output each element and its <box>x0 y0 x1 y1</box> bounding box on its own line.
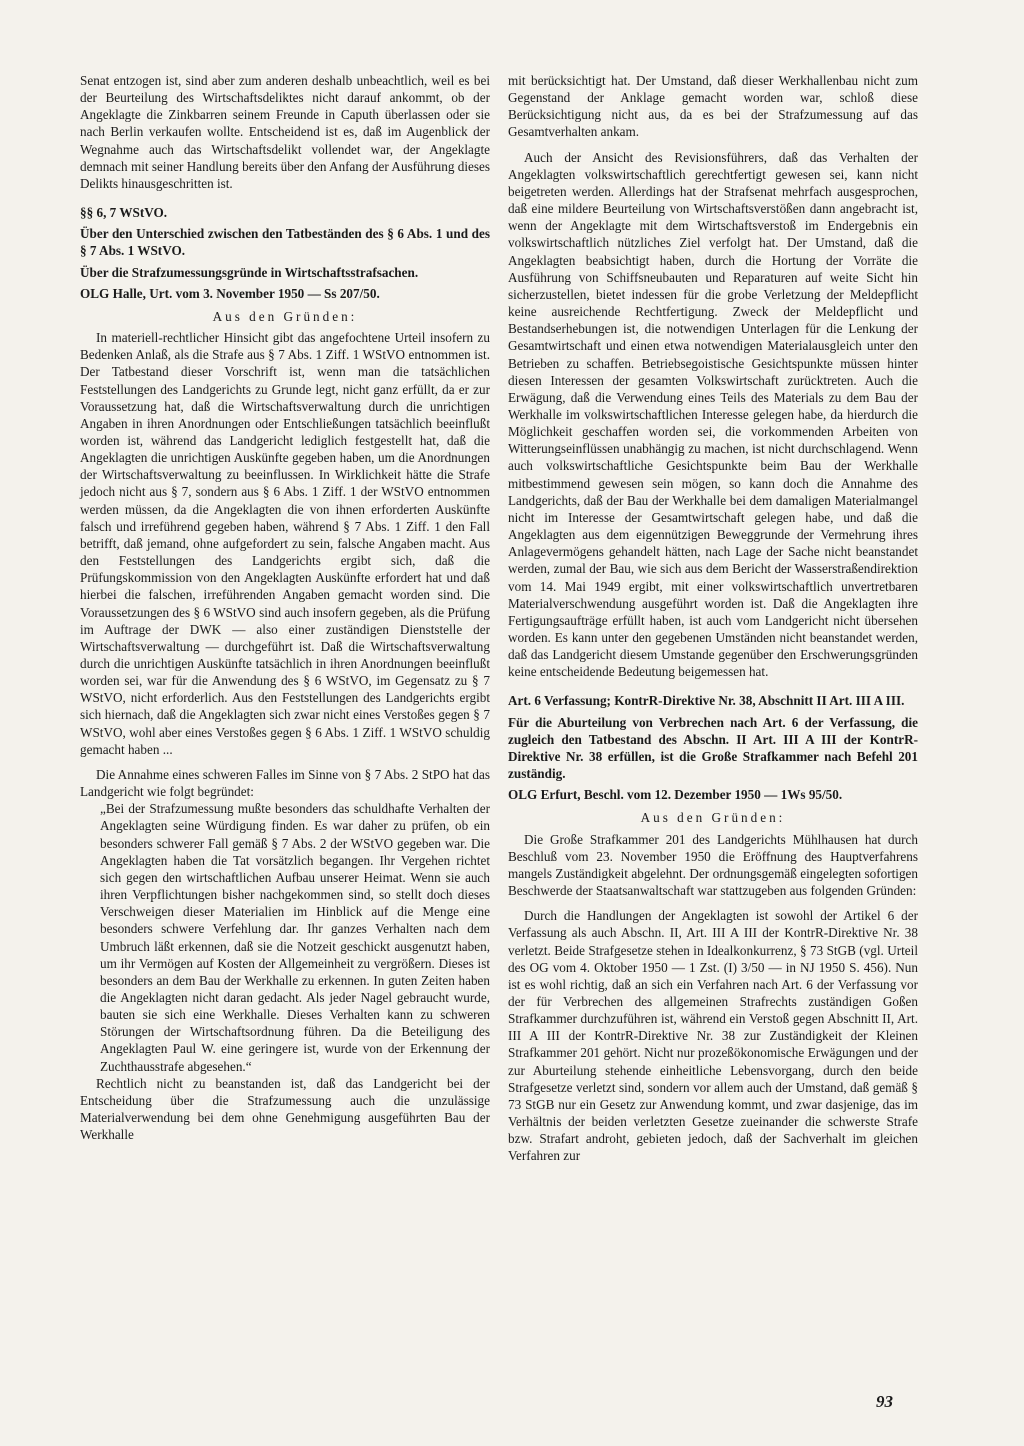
section-heading: §§ 6, 7 WStVO. <box>80 205 168 221</box>
body-paragraph: Rechtlich nicht zu beanstanden ist, daß das Landgericht bei der Entscheidung über die Strafzumessung auch die unzulässige Materialverwendung bei dem ohne Genehmigung ausgeführten Bau der Werkhalle <box>80 1075 490 1143</box>
body-paragraph: Durch die Handlungen der Angeklagten ist sowohl der Artikel 6 der Verfassung als auch Abschn. II, Art. III A III der KontrR-Direktive Nr. 38 verletzt. Beide Strafgesetze stehen in Idealkonkurrenz, § 73 StGB (vgl. Urteil des OG vom 4. Oktober 1950 — 1 Zst. (I) 3/50 — in NJ 1950 S. 456). Nun ist es wohl richtig, daß an sich ein Verfahren nach Art. 6 der Verfassung vor der für Verbrechen des allgemeinen Strafrechts zuständigen Goßen Strafkammer durchzuführen ist, während ein Verstoß gegen Abschnitt II, Art. III A III der KontrR-Direktive Nr. 38 zur Zuständigkeit der Kleinen Strafkammer 201 gehört. Nicht nur prozeßökonomische Erwägungen und der zur Aburteilung stehende einheitliche Lebensvorgang, durch den beide Strafgesetze verletzt sind, sondern vor allem auch der Umstand, daß gemäß § 73 StGB nur ein Gesetz zur Anwendung kommt, und zwar dasjenige, das im Verhältnis der beiden verletzten Gesetze zueinander die schwerste Strafe bzw. Strafart androht, gebieten jedoch, daß der Sachverhalt im gleichen Verfahren zur <box>508 908 918 1164</box>
quoted-paragraph: „Bei der Strafzumessung mußte besonders das schuldhafte Verhalten der Angeklagten seine Würdigung finden. Es war daher zu prüfen, ob ein besonders schwerer Fall gemäß § 7 Abs. 2 der WStVO gegeben war. Die Angeklagten haben die Tat vorsätzlich begangen. Ihr Vergehen richtet sich gegen den wirtschaftlichen Aufbau unserer Heimat. Wenn sie auch ihren Verpflichtungen bisher nachgekommen sind, so stellt doch dieses Verschweigen dieser Materialien im Hinblick auf die Menge eine besonders schwere Verfehlung dar. Ihr ganzes Verhalten nach dem Umbruch läßt erkennen, daß sie die Notzeit geschickt ausgenutzt haben, um ihr Vermögen auf Kosten der Allgemeinheit zu vergrößern. Dieses ist besonders an dem Bau der Werkhalle zu erkennen. In guten Zeiten haben die Angeklagten nicht daran gedacht. Als jeder Nagel gebraucht wurde, bauten sie sich eine Werkhalle. Dieses Verhalten kann zu schweren Störungen der Wirtschaftsordnung führen. Da die Beteiligung des Angeklagten Paul W. eine geringere ist, wurde von der Erkennung der Zuchthausstrafe abgesehen.“ <box>100 801 490 1074</box>
body-paragraph: In materiell-rechtlicher Hinsicht gibt das angefochtene Urteil insofern zu Bedenken Anlaß, als die Strafe aus § 7 Abs. 1 Ziff. 1 WStVO entnommen ist. Der Tatbestand dieser Vorschrift ist, wenn man die tatsächlichen Feststellungen des Landgerichts zu Grunde legt, nicht ganz erfüllt, da er zur Voraussetzung hat, daß die Wirtschaftsverwaltung durch die unrichtigen Angaben in ihren Anordnungen oder Entschließungen tatsächlich beeinflußt worden ist, während das Landgericht lediglich festgestellt hat, daß die Angeklagten die unrichtigen Auskünfte gegeben haben, um die Anordnungen der Wirtschaftsverwaltung zu beeinflussen. In Wirklichkeit hätte die Strafe jedoch nicht aus § 7, sondern aus § 6 Abs. 1 Ziff. 1 der WStVO entnommen werden müssen, da die Angeklagten die von ihnen erforderten Auskünfte falsch und irreführend gegeben haben, während § 7 Abs. 1 Ziff. 1 den Fall betrifft, daß jemand, ohne aufgefordert zu sein, falsche Angaben macht. Aus den Feststellungen des Landgerichts ergibt sich, daß die Prüfungskommission von den Angeklagten Auskünfte erfordert hat und daß hierbei die falschen, irreführenden Angaben gemacht worden sind. Die Voraussetzungen des § 6 WStVO sind auch insofern gegeben, als die Prüfung im Auftrage der DWK — also einer zuständigen Dienststelle der Wirtschaftsverwaltung — durchgeführt ist. Daß die Wirtschaftsverwaltung durch die unrichtigen Auskünfte tatsächlich in ihren Anordnungen beeinflußt worden sei, war für die Anwendung des § 6 WStVO, im Gegensatz zu § 7 WStVO, nicht erforderlich. Aus den Feststellungen des Landgerichts ergibt sich hiernach, daß die Angeklagten sich zwar nicht eines Verstoßes gegen § 7 WStVO, wohl aber eines Verstoßes gegen § 6 Abs. 1 Ziff. 1 WStVO schuldig gemacht haben ... <box>80 330 490 757</box>
reasons-heading: Aus den Gründen: <box>212 308 358 324</box>
page-number: 93 <box>876 1392 893 1411</box>
reasons-heading: Aus den Gründen: <box>640 810 786 826</box>
body-paragraph: Senat entzogen ist, sind aber zum anderen deshalb unbeachtlich, weil es bei der Beurteilung des Wirtschaftsdeliktes nicht darauf ankommt, ob der Angeklagte die Zinkbarren seinem Freunde in Caputh überlassen oder sie nach Berlin verkaufen wollte. Entscheidend ist es, daß im Augenblick der Wegnahme auch das Wirtschaftsdelikt vollendet war, der Angeklagte demnach mit seiner Handlung bereits über den Anfang der Ausführung dieses Delikts hinausgeschritten ist. <box>80 73 490 191</box>
body-paragraph: Auch der Ansicht des Revisionsführers, daß das Verhalten der Angeklagten volkswirtschaftlich gerechtfertigt gewesen sei, kann nicht beigetreten werden. Allerdings hat der Strafsenat mehrfach ausgesprochen, daß eine mildere Beurteilung von Wirtschaftsverstößen dann angebracht ist, wenn der Angeklagte mit dem Wirtschaftsverstoß im Endergebnis ein volkswirtschaftlich nützliches Ziel verfolgt hat. Der Umstand, daß die Angeklagten beabsichtigt haben, durch die Hortung der Vorräte die Ausführung von Schiffsneubauten und Reparaturen auf weite Sicht hin sicherzustellen, bietet indessen für die grobe Verletzung der Meldepflicht keine ausreichende Rechtfertigung. Zweck der Meldepflicht und Bestandserhebungen ist, die notwendigen Unterlagen für die Lenkung der Gesamtwirtschaft und einen etwa notwendigen Materialausgleich unter den Betrieben zu schaffen. Betriebsegoistische Gesichtspunkte müssen hinter diesen Interessen der gesamten Volkswirtschaft zurücktreten. Auch die Erwägung, daß die Verwendung eines Teils des Materials zu dem Bau der Werkhalle im volkswirtschaftlichen Interesse gelegen habe, da hierdurch die Möglichkeit geschaffen worden sei, die vorkommenden Arbeiten von Witterungseinflüssen unabhängig zu machen, ist nicht durchschlagend. Wenn auch volkswirtschaftliche Gesichtspunkte beim Bau der Werkhalle mitbestimmend gewesen sein mögen, so kann doch die Annahme des Landgerichts, daß der Bau der Werkhalle bei dem damaligen Materialmangel nicht im Interesse der Gesamtwirtschaft gelegen habe, und daß die Angeklagten aus dem eigennützigen Beweggrunde der Vermehrung ihres Anlagevermögens gehandelt hätten, nach Lage der Sache nicht beanstandet werden, zumal der Bau, wie sich aus dem Bericht der Wasserstraßendirektion vom 14. Mai 1949 ergibt, mit einer volkswirtschaftlich unvertretbaren Materialverschwendung ausgeführt worden ist. Daß die Angeklagten ihre Fertigungsaufträge erfüllt haben, ist auch vom Landgericht nicht übersehen worden. Es kann unter den gegebenen Umständen nicht beanstandet werden, daß das Landgericht diesem Umstande gegenüber den Erschwerungsgründen keine entscheidende Bedeutung beigemessen hat. <box>508 149 918 680</box>
body-paragraph: Die Annahme eines schweren Falles im Sinne von § 7 Abs. 2 StPO hat das Landgericht wie folgt begründet: <box>80 766 490 800</box>
section-heading: Über die Strafzumessungsgründe in Wirtschaftsstrafsachen. <box>80 264 419 280</box>
body-paragraph: Die Große Strafkammer 201 des Landgerichts Mühlhausen hat durch Beschluß vom 23. November 1950 die Eröffnung des Hauptverfahrens mangels Zuständigkeit abgelehnt. Der ordnungsgemäß eingelegten sofortigen Beschwerde der Staatsanwaltschaft war stattzugeben aus folgenden Gründen: <box>508 831 918 899</box>
section-heading: OLG Halle, Urt. vom 3. November 1950 — Ss 207/50. <box>80 285 380 301</box>
section-heading: Für die Aburteilung von Verbrechen nach Art. 6 der Verfassung, die zugleich den Tatbestand des Abschn. II Art. III A III der KontrR-Direktive Nr. 38 erfüllen, ist die Große Strafkammer nach Befehl 201 zuständig. <box>508 714 918 782</box>
body-paragraph: mit berücksichtigt hat. Der Umstand, daß dieser Werkhallenbau nicht zum Gegenstand der Anklage gemacht worden war, schloß diese Berücksichtigung nicht aus, da es bei der Strafzumessung auf das Gesamtverhalten ankam. <box>508 73 918 140</box>
left-column <box>80 72 490 1143</box>
section-heading: OLG Erfurt, Beschl. vom 12. Dezember 1950 — 1Ws 95/50. <box>508 787 843 803</box>
section-heading: Art. 6 Verfassung; KontrR-Direktive Nr. 38, Abschnitt II Art. III A III. <box>508 693 905 709</box>
right-column <box>508 72 918 1165</box>
section-heading: Über den Unterschied zwischen den Tatbeständen des § 6 Abs. 1 und des § 7 Abs. 1 WStVO. <box>80 226 490 259</box>
